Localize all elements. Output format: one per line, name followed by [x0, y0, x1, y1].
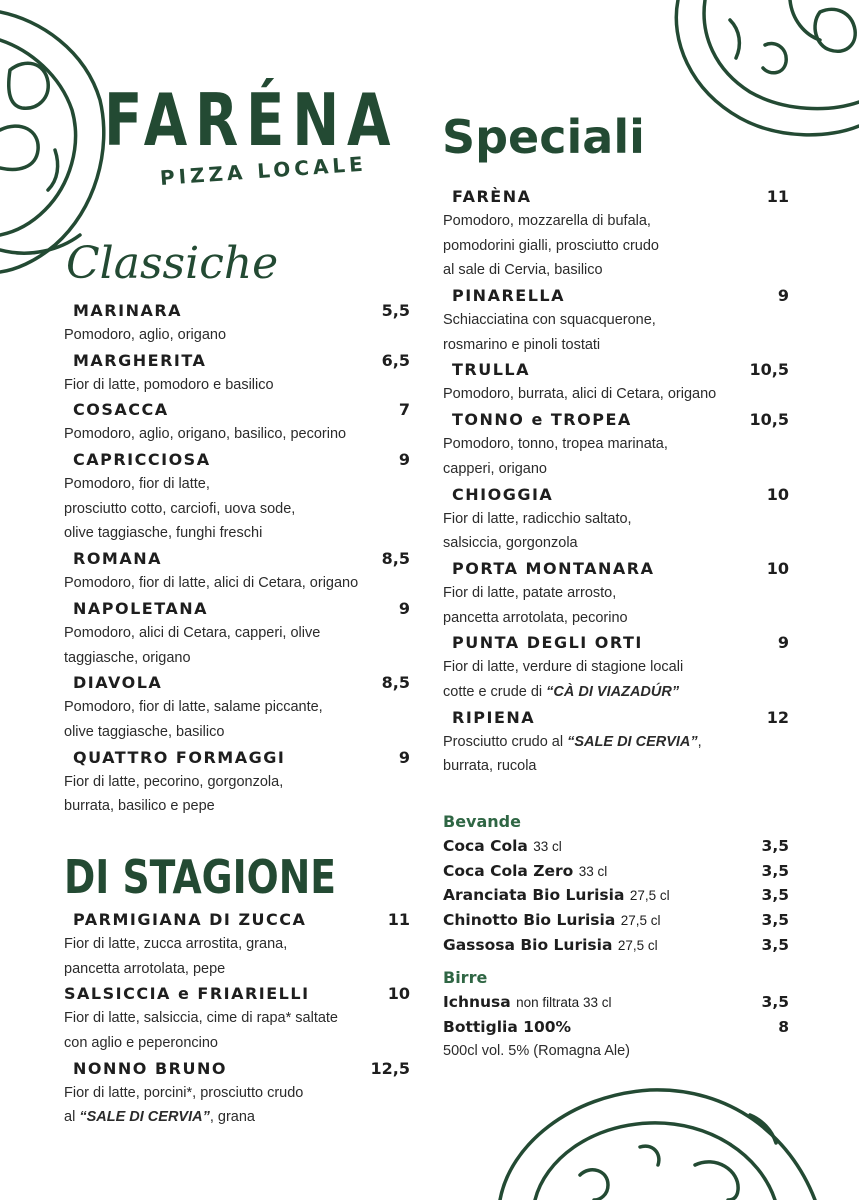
menu-item-capricciosa [64, 447, 410, 546]
menu-item-punta-degli-orti [443, 630, 789, 704]
menu-item-nonno-bruno [64, 1056, 410, 1130]
item-description: con aglio e peperoncino [64, 1035, 218, 1052]
item-description: Pomodoro, mozzarella di bufala, [443, 213, 651, 229]
item-description: capperi, origano [443, 460, 547, 477]
item-name: MARGHERITA [73, 350, 207, 370]
menu-item-ripiena [443, 705, 789, 779]
item-price: 8,5 [381, 673, 410, 693]
item-description: pancetta arrotolata, pecorino [443, 609, 628, 626]
menu-item-parmigiana-di-zucca [64, 907, 410, 981]
drink-name-wrap [443, 933, 658, 959]
item-description: Pomodoro, fior di latte, [64, 476, 210, 493]
drink-name-wrap [443, 859, 607, 885]
drink-size: 27,5 cl [629, 888, 670, 904]
menu-item-porta-montanara [443, 556, 789, 630]
item-price: 9 [777, 633, 789, 653]
drink-size: 27,5 cl [617, 937, 658, 953]
bevande-section [443, 809, 789, 957]
item-name: DIAVOLA [73, 673, 163, 693]
desc-text: cotte e crude di [443, 683, 547, 700]
menu-item-chioggia [443, 482, 789, 556]
drink-row [443, 908, 789, 933]
item-description: Fior di latte, salsiccia, cime di rapa* saltate [64, 1010, 338, 1027]
item-description: Fior di latte, verdure di stagione locali [443, 659, 684, 676]
menu-item-trulla [443, 357, 789, 407]
item-description: al sale di Cervia, basilico [443, 262, 603, 279]
menu-item-farena [443, 184, 789, 283]
item-price: 10 [766, 484, 789, 504]
item-price: 10 [387, 984, 410, 1004]
desc-text: al [64, 1109, 80, 1126]
menu-item-pinarella [443, 283, 789, 357]
beer-note: 500cl vol. 5% (Romagna Ale) [443, 1043, 630, 1060]
item-price: 9 [398, 747, 410, 767]
item-price: 9 [398, 450, 410, 470]
item-description: Fior di latte, patate arrosto, [443, 584, 617, 601]
item-description: Pomodoro, fior di latte, salame piccante, [64, 699, 323, 716]
drink-price: 3,5 [761, 837, 789, 855]
item-price: 9 [777, 286, 789, 306]
stagione-list [64, 907, 410, 1130]
menu-item-cosacca [64, 397, 410, 447]
item-description: Fior di latte, zucca arrostita, grana, [64, 936, 288, 952]
birre-title: Birre [443, 968, 488, 987]
drink-price: 8 [778, 1017, 789, 1036]
item-name: PINARELLA [452, 286, 565, 306]
drink-price: 3,5 [761, 861, 789, 880]
item-name: ROMANA [73, 549, 162, 569]
item-name: QUATTRO FORMAGGI [73, 747, 286, 767]
item-name: PORTA MONTANARA [452, 558, 655, 578]
drink-row [443, 834, 789, 859]
drink-row [443, 883, 789, 908]
item-price: 11 [387, 910, 410, 929]
brand-subtitle: PIZZA LOCALE [159, 151, 368, 190]
speciali-title: Speciali [442, 110, 645, 164]
item-description: Pomodoro, tonno, tropea marinata, [443, 436, 668, 453]
drink-name-wrap [443, 883, 670, 909]
classiche-list [64, 298, 410, 819]
menu-item-salsiccia-e-friarielli [64, 981, 410, 1055]
item-price: 10 [766, 558, 789, 578]
drink-size: 27,5 cl [620, 913, 661, 929]
item-description: Fior di latte, pecorino, gorgonzola, [64, 773, 284, 790]
item-description: pancetta arrotolata, pepe [64, 960, 226, 977]
item-description: olive taggiasche, basilico [64, 723, 225, 740]
item-price: 10,5 [749, 360, 789, 380]
menu-item-quattro-formaggi [64, 745, 410, 819]
item-description: Pomodoro, burrata, alici di Cetara, origano [443, 386, 717, 403]
item-description: Fior di latte, porcini*, prosciutto crudo [64, 1084, 304, 1101]
item-description [443, 680, 789, 705]
item-description: Schiacciatina con squacquerone, [443, 312, 656, 329]
menu-item-margherita [64, 348, 410, 398]
drink-name: Bottiglia 100% [443, 1017, 572, 1036]
bevande-title: Bevande [443, 812, 521, 831]
drink-name: Coca Cola Zero [443, 861, 574, 880]
desc-emphasis: “CÀ DI VIAZADÚR” [546, 683, 680, 700]
item-price: 5,5 [381, 301, 410, 320]
drink-row [443, 933, 789, 958]
item-description: Fior di latte, pomodoro e basilico [64, 376, 274, 393]
item-description: olive taggiasche, funghi freschi [64, 525, 263, 542]
item-description: burrata, basilico e pepe [64, 798, 215, 815]
item-name: NONNO BRUNO [73, 1058, 227, 1078]
pizza-doodle-top-right-icon [670, 0, 859, 150]
item-description: burrata, rucola [443, 758, 537, 775]
drink-size: non filtrata 33 cl [516, 995, 612, 1010]
item-name: CAPRICCIOSA [73, 450, 211, 470]
stagione-title: DI STAGIONE [64, 850, 337, 904]
drink-name: Ichnusa [443, 993, 511, 1011]
item-name: PARMIGIANA DI ZUCCA [73, 910, 307, 929]
menu-item-tonno-e-tropea [443, 407, 789, 481]
item-name: RIPIENA [452, 707, 536, 727]
menu-item-napoletana [64, 596, 410, 670]
item-price: 12,5 [370, 1058, 410, 1078]
menu-item-marinara [64, 298, 410, 348]
item-name: SALSICCIA e FRIARIELLI [64, 984, 310, 1004]
desc-text: Prosciutto crudo al [443, 733, 568, 750]
item-description: Pomodoro, aglio, origano, basilico, pecorino [64, 426, 347, 443]
drink-row [443, 990, 789, 1015]
item-description: Pomodoro, alici di Cetara, capperi, olive [64, 624, 321, 641]
drink-name-wrap [443, 990, 611, 1016]
drink-name: Aranciata Bio Lurisia [443, 886, 625, 905]
item-name: NAPOLETANA [73, 598, 209, 618]
item-description: pomodorini gialli, prosciutto crudo [443, 237, 659, 254]
drink-name: Gassosa Bio Lurisia [443, 935, 613, 954]
menu-item-romana [64, 546, 410, 596]
item-name: MARINARA [73, 301, 183, 320]
speciali-list [443, 184, 789, 779]
drink-name-wrap [443, 834, 562, 860]
item-price: 9 [398, 598, 410, 618]
item-price: 6,5 [381, 350, 410, 370]
birre-section [443, 965, 789, 1064]
drink-row [443, 859, 789, 884]
item-description: rosmarino e pinoli tostati [443, 336, 601, 353]
item-description: Pomodoro, fior di latte, alici di Cetara, origano [64, 575, 359, 592]
menu-item-diavola [64, 670, 410, 744]
item-description: Fior di latte, radicchio saltato, [443, 510, 632, 527]
desc-emphasis: “SALE DI CERVIA” [567, 733, 698, 750]
drink-name: Chinotto Bio Lurisia [443, 911, 616, 930]
item-description [64, 1105, 410, 1130]
item-name: FARÈNA [452, 187, 532, 206]
item-price: 8,5 [381, 549, 410, 569]
item-name: TONNO e TROPEA [452, 410, 632, 430]
drink-name-wrap [443, 1015, 571, 1040]
drink-size: 33 cl [578, 863, 608, 879]
brand-title: FARÉNA [104, 78, 399, 162]
desc-text: , grana [209, 1109, 255, 1126]
pizza-doodle-bottom-right-icon [490, 1075, 820, 1200]
item-description: taggiasche, origano [64, 649, 191, 666]
drink-row [443, 1015, 789, 1040]
drink-price: 3,5 [761, 935, 789, 954]
drink-name-wrap [443, 908, 661, 934]
item-name: PUNTA DEGLI ORTI [452, 633, 643, 653]
drink-price: 3,5 [761, 911, 789, 930]
drink-size: 33 cl [533, 839, 562, 854]
desc-text: , [697, 733, 702, 750]
item-name: TRULLA [452, 360, 530, 380]
item-name: CHIOGGIA [452, 484, 554, 504]
drink-price: 3,5 [761, 886, 789, 905]
drink-name: Coca Cola [443, 837, 528, 855]
item-name: COSACCA [73, 400, 169, 420]
item-description: prosciutto cotto, carciofi, uova sode, [64, 500, 296, 517]
item-price: 7 [398, 400, 410, 420]
item-price: 11 [766, 187, 789, 206]
desc-emphasis: “SALE DI CERVIA” [79, 1109, 210, 1126]
classiche-title: Classiche [66, 238, 279, 289]
item-price: 12 [766, 707, 789, 727]
item-description: salsiccia, gorgonzola [443, 535, 578, 552]
item-description [443, 730, 789, 755]
item-price: 10,5 [749, 410, 789, 430]
item-description: Pomodoro, aglio, origano [64, 327, 227, 343]
drink-price: 3,5 [761, 993, 789, 1011]
